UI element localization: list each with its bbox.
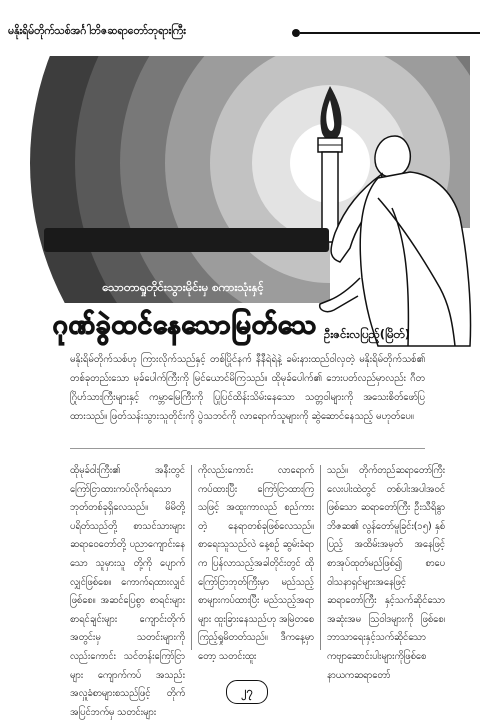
text-column-3: သည်။ တိုက်တည်ဆရာတော်ကြီး လေးပါးထဲတွင် တစ်ပါးအပါအဝင်ဖြစ်သော ဆရာတော်ကြီး ဦးသီရိနွာဘိဇဆ၏ လွန်တော်မူခြင်း(၁၅) နှစ်ပြည့် အထိမ်းအမှတ် အနေဖြင့် စာအုပ်ထုတ်မည်ဖြစ်၍ စာပေ ဝါသနာရှင်များအနေဖြင့် ဆရာတော်ကြီး နှင့်သက်ဆိုင်သော အဆုံးအမ သြဝါဒများကို ဖြစ်စေ၊ ဘာသာရေးနှင့်သက်ဆိုင်သော ကဗျာဆောင်းပါးများကိုဖြစ်စေ နာယကဆရာတော်	[327, 465, 445, 681]
text-column-2: ကိုလည်းကောင်း လာရောက်ကပ်ထားပြီး ကြော်ငြာထားကြသဖြင့် အထူးကာလည် စည်ကားတဲ့ နေရာတစ်ခုဖြစ်လေသည်။ စာရေးသူသည်လဲ နေ့စဉ် ဆွမ်းခံရာက ပြန်လာသည့်အခါတိုင်းတွင် ထိုကြော်ငြာဘုတ်ကြီးမှာ မည်သည့် စာများကပ်ထားပြီး မည်သည့်အရာများ ထူးခြားနေသည်ဟု အမြဲတစေ ကြည့်ရှုမိတတ်သည်။ ဒီကနေ့မှာတော့ သတင်းထူး	[198, 465, 314, 662]
running-header	[0, 20, 495, 46]
author-byline: ဦးဇင်းလပြည့်(မြိတ်)	[323, 327, 410, 341]
article-title: ဂုဏ်ခွဲထင်နေသောမြတ်သေ	[52, 310, 318, 340]
text-column-1: ထိုမုခ်ဝါးကြီး၏ အနီးတွင် ကြော်ငြာထားကပ်လိုက်ရသော ဘုတ်တစ်ခုရှိလေသည်။ မိမိတို့ ပရိတ်သည်တို့ စာသင်သားများ ဆရာဝေတော်တို့ ပညာကျောင်းနေသော သူမှားသူ တို့ကို ပျောက်လျှင်ဖြစ်စေ။ ကောက်ရထားလျှင်ဖြစ်စေ။ အဆင်ပြေစွာ စာရင်းများ စာရင်ချင်းများ ကျောင်းတိုက်အတွင်းမှ သတင်းများကို လည်းကောင်း သင်တန်းကြော်ငြာများ ကျောက်ကပ် အသည်း အလှူခံစာများစသည်ဖြင့် တိုက်အပြင်ဘက်မှ သတင်းများ	[70, 465, 185, 718]
header-rule	[300, 32, 480, 34]
intro-divider	[70, 448, 425, 449]
title-artwork	[0, 48, 495, 348]
page-number: ၂၇	[226, 680, 268, 704]
header-bullet	[292, 29, 300, 37]
banner-subtitle: သောတာရှုတိုင်းသွားမိုင်းမှ စကားသုံးနှင့်	[102, 280, 264, 294]
header-title: မနိုးရိမ်တိုက်သစ်အင်္ဂါဘိဇဆရာတော်ဘုရားကြီး	[8, 25, 186, 37]
column-divider	[191, 465, 192, 650]
intro-paragraph: မနိုးရိမ်တိုက်သစ်ဟု ကြားလိုက်သည်နှင့် တစ်ပြိုင်နက် နီနီရဲရဲနဲ့ ခမ်းနားထည်ဝါလှတဲ့ မနိုးရိမ်တိုက်သစ်၏ တစ်ခုတည်းသော မုခ်ပေါက်ကြီးကို မြင်ယောင်မိကြသည်။ ထိုမုခ်ပေါက်၏ ဘေးပတ်လည်မှာလည်း ဂီတဂြိုဟ်သားကြီးများနှင့် ကမ္ဘာမြေကြီးကို ပြုပြင်ထိန်းသိမ်းနေသော သတ္တဝါများကို အသေးစိတ်ဖော်ပြထားသည်။ ဖြတ်သန်းသွားသူတိုင်းကို ပွဲသဘင်ကို လာရောက်သူများကို ဆွဲဆောင်နေသည့် မဟုတ်ပေ။	[70, 354, 425, 422]
column-divider	[320, 465, 321, 650]
